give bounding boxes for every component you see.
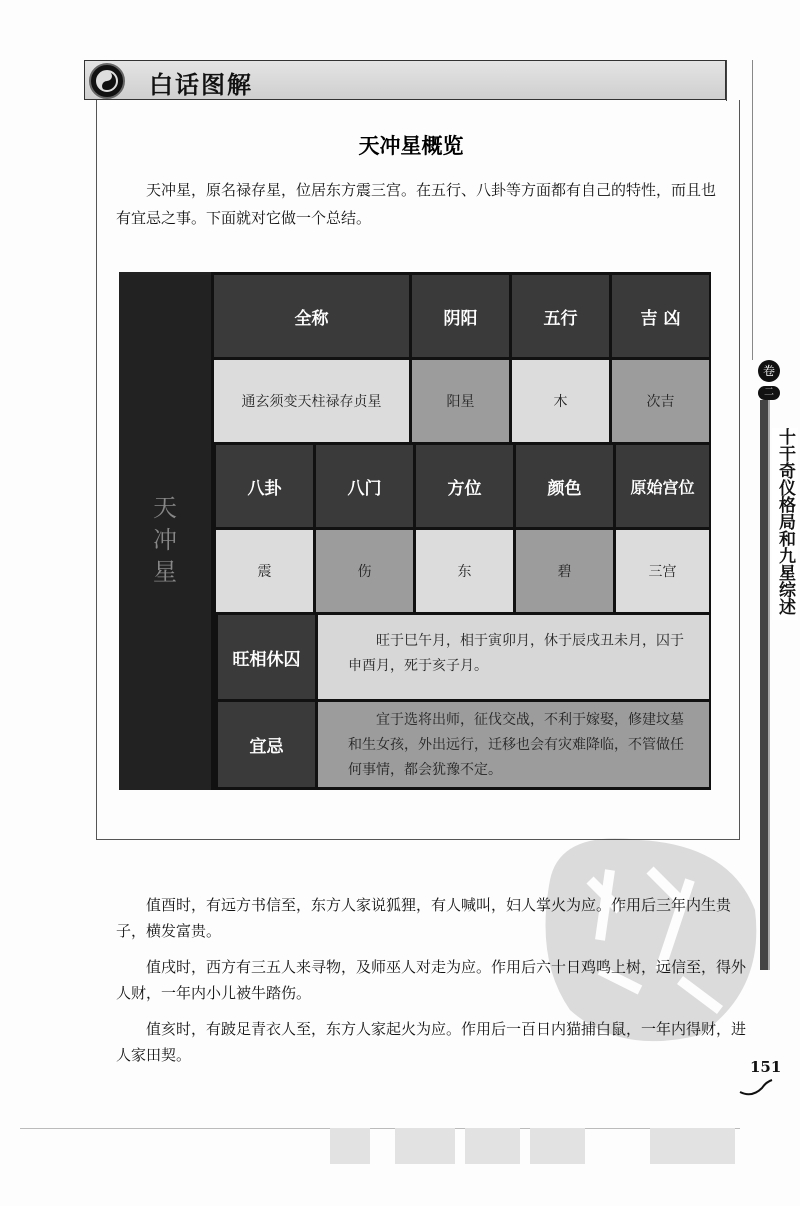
page-number: 151 xyxy=(750,1058,782,1076)
paragraph-hai-hour: 值亥时，有跛足青衣人至，东方人家起火为应。作用后一百日内猫捕白鼠，一年内得财，进人家田契。 xyxy=(116,1020,747,1064)
value-yinyang: 阳星 xyxy=(412,360,509,442)
volume-number-badge xyxy=(758,386,780,400)
header-yinyang: 阴阳 xyxy=(412,275,509,357)
scan-artifact xyxy=(465,1128,520,1164)
header-yuanshigongwei: 原始宫位 xyxy=(616,445,709,527)
header-wangxiangxiuqiu: 旺相休囚 xyxy=(218,615,315,699)
bagua-emblem-icon xyxy=(89,63,125,99)
header-yanse: 颜色 xyxy=(516,445,613,527)
margin-rule xyxy=(752,60,753,360)
value-bamen: 伤 xyxy=(316,530,413,612)
page-curl-icon xyxy=(736,1076,776,1100)
header-divider xyxy=(726,60,727,101)
chapter-title-text: 十干奇仪格局和九星综述 xyxy=(775,428,795,615)
value-yuanshigongwei: 三宫 xyxy=(616,530,709,612)
value-bagua: 震 xyxy=(216,530,313,612)
paragraph-you-hour: 值酉时，有远方书信至，东方人家说狐狸，有人喊叫，妇人掌火为应。作用后三年内生贵子，横发富贵。 xyxy=(116,896,732,940)
summary-intro: 天冲星，原名禄存星，位居东方震三宫。在五行、八卦等方面都有自己的特性，而且也有宜忌之事。下面就对它做一个总结。 xyxy=(116,181,717,227)
header-wuxing: 五行 xyxy=(512,275,609,357)
table-side-panel xyxy=(119,272,211,790)
paragraph-xu-hour: 值戌时，西方有三五人来寻物，及师巫人对走为应。作用后六十日鸡鸣上树，远信至，得外人财，一年内小儿被牛踏伤。 xyxy=(116,958,747,1002)
summary-title: 天冲星概览 xyxy=(358,134,464,158)
header-yiji: 宜忌 xyxy=(218,702,315,787)
value-fangwei: 东 xyxy=(416,530,513,612)
scan-artifact xyxy=(530,1128,585,1164)
value-fullname: 通玄须变天柱禄存贞星 xyxy=(214,360,409,442)
star-summary-table xyxy=(119,272,711,790)
volume-mark: 卷 xyxy=(758,360,780,382)
scan-artifact xyxy=(395,1128,455,1164)
body-text xyxy=(116,892,746,1078)
value-jixiong: 次吉 xyxy=(612,360,709,442)
value-yiji: 宜于选将出师，征伐交战，不利于嫁娶，修建坟墓和生女孩，外出远行，迁移也会有灾难降临，不管做任何事情，都会犹豫不定。 xyxy=(318,702,709,787)
scan-edge xyxy=(20,1128,740,1129)
header-title: 白话图解 xyxy=(149,71,253,99)
header-fangwei: 方位 xyxy=(416,445,513,527)
header-bagua: 八卦 xyxy=(216,445,313,527)
value-wangxiangxiuqiu: 旺于巳午月，相于寅卯月，休于辰戌丑未月，囚于申酉月，死于亥子月。 xyxy=(318,615,709,699)
volume-number: 二 xyxy=(764,387,774,398)
header-jixiong: 吉 凶 xyxy=(612,275,709,357)
section-header xyxy=(84,60,726,100)
value-wuxing: 木 xyxy=(512,360,609,442)
scan-artifact xyxy=(330,1128,370,1164)
scan-artifact xyxy=(650,1128,735,1164)
value-yanse: 碧 xyxy=(516,530,613,612)
table-side-label: 天冲星 xyxy=(153,494,177,586)
chapter-title xyxy=(772,428,798,620)
header-fullname: 全称 xyxy=(214,275,409,357)
header-bamen: 八门 xyxy=(316,445,413,527)
